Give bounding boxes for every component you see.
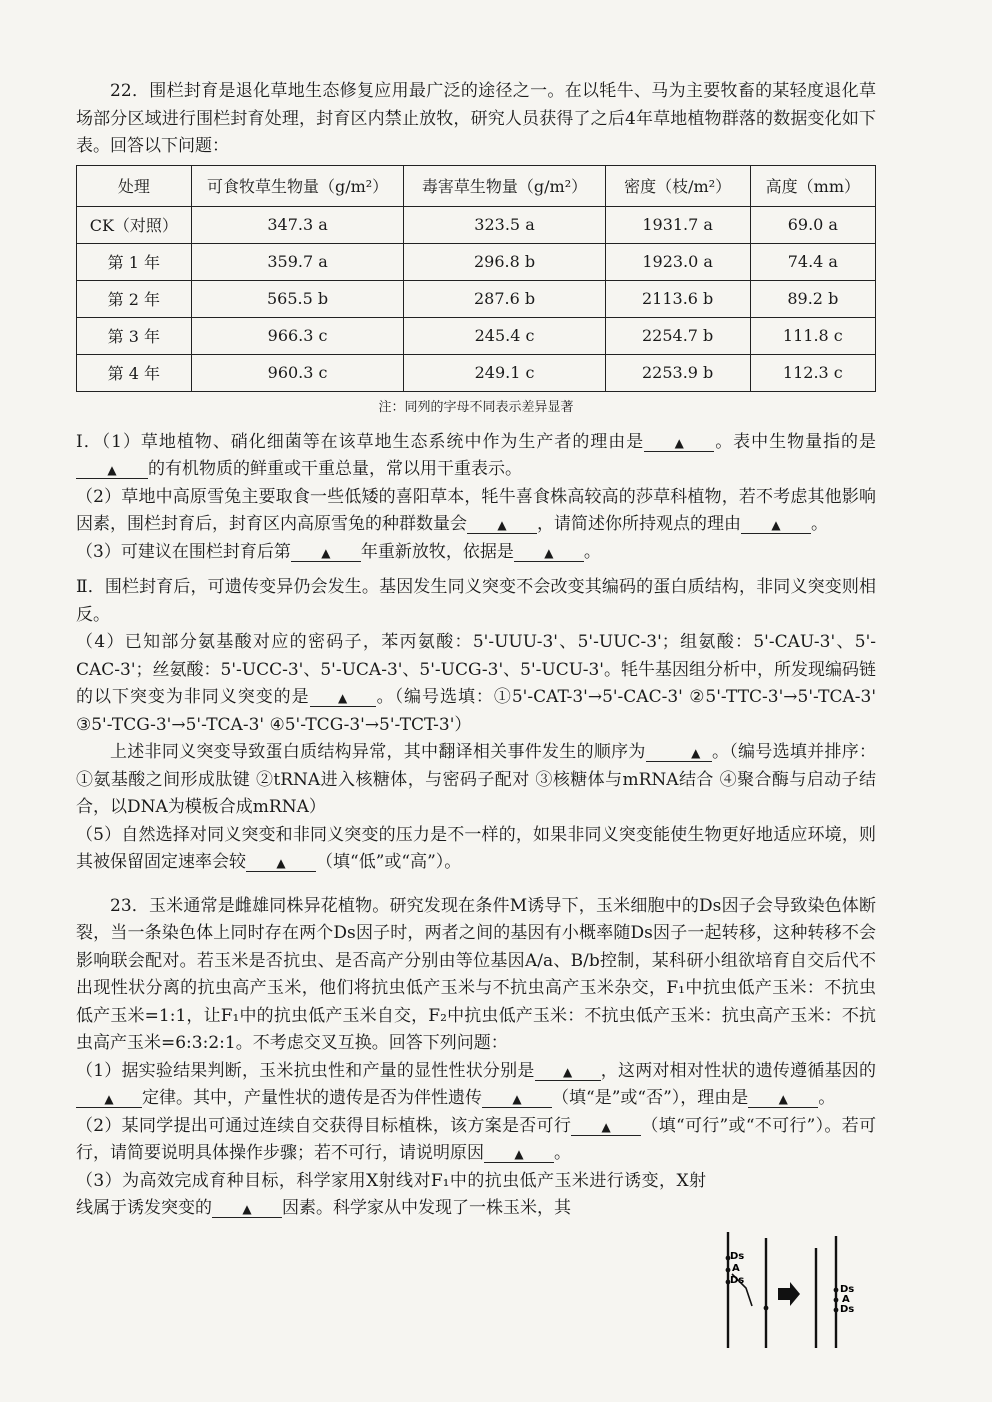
q23-2-text: （2）某同学提出可通过连续自交获得目标植株，该方案是否可行 xyxy=(76,1115,572,1136)
answer-blank: ▲ xyxy=(748,1091,818,1108)
q23-1-text: （1）据实验结果判断，玉米抗虫性和产量的显性性状分别是 xyxy=(76,1060,535,1081)
q22-5-text: （填“低”或“高”）。 xyxy=(316,852,462,872)
cell: 245.4 c xyxy=(404,317,605,354)
q22-part1 xyxy=(76,429,876,484)
cell: 249.1 c xyxy=(404,354,605,391)
q22-2-text: 。 xyxy=(811,514,828,534)
answer-blank: ▲ xyxy=(246,855,316,872)
q22-3 xyxy=(76,539,876,567)
q23-3 xyxy=(76,1168,706,1223)
q22-data-table xyxy=(76,165,876,392)
q23-3-text: （3）为高效完成育种目标，科学家用X射线对F₁中的抗虫低产玉米进行诱变，X射线属于诱发突变的 xyxy=(76,1170,706,1218)
chromosome-transposition-figure xyxy=(716,1230,876,1350)
q23-2-text: 。 xyxy=(554,1143,571,1163)
exam-page xyxy=(76,78,876,1223)
cell: 347.3 a xyxy=(191,206,404,243)
cell: 287.6 b xyxy=(404,280,605,317)
answer-blank: ▲ xyxy=(310,690,376,707)
cell: 323.5 a xyxy=(404,206,605,243)
q22-1-text: 的有机物质的鲜重或干重总量，常以用干重表示。 xyxy=(148,459,522,479)
table-row xyxy=(77,317,876,354)
cell: 1931.7 a xyxy=(605,206,750,243)
table-note: 注：同列的字母不同表示差异显著 xyxy=(378,399,574,415)
header-density: 密度（枝/m²） xyxy=(605,165,750,206)
table-row xyxy=(77,206,876,243)
answer-blank: ▲ xyxy=(484,1146,554,1163)
q22-4-order xyxy=(76,739,876,822)
cell: 112.3 c xyxy=(750,354,875,391)
answer-blank: ▲ xyxy=(467,517,537,534)
header-edible-biomass: 可食牧草生物量（g/m²） xyxy=(191,165,404,206)
section-label: Ⅰ． xyxy=(76,431,102,452)
cell: 89.2 b xyxy=(750,280,875,317)
q22-2 xyxy=(76,484,876,539)
answer-blank: ▲ xyxy=(212,1201,282,1218)
q23-3-text: 因素。科学家从中发现了一株玉米，其 xyxy=(282,1198,571,1218)
q22-4-text: 。（编号选填并排序：①氨基酸之间形成肽键 ②tRNA进入核糖体，与密码子配对 ③核糖体与mRNA结合 ④聚合酶与启动子结合，以DNA为模板合成mRNA） xyxy=(76,742,877,817)
q22-4-text: （4）已知部分氨基酸对应的密码子，苯丙氨酸：5'-UUU-3'、5'-UUC-3'；组氨酸：5'-CAU-3'、5'-CAC-3'；丝氨酸：5'-UCC-3'、5'-UCA-3'、5'-UCG-3'、5'-UCU-3'。牦牛基因组分析中，所发现编码链的以下突变为非同义突变的是 xyxy=(76,632,876,707)
cell: 第 4 年 xyxy=(77,354,192,391)
cell: 74.4 a xyxy=(750,243,875,280)
answer-blank: ▲ xyxy=(76,462,148,479)
cell: 2254.7 b xyxy=(605,317,750,354)
q22-intro: 22．围栏封育是退化草地生态修复应用最广泛的途径之一。在以牦牛、马为主要牧畜的某轻度退化草场部分区域进行围栏封育处理，封育区内禁止放牧，研究人员获得了之后4年草地植物群落的数据变化如下表。回答以下问题： xyxy=(76,81,876,156)
q23-2 xyxy=(76,1113,876,1168)
table-row xyxy=(77,280,876,317)
cell: 69.0 a xyxy=(750,206,875,243)
cell: 296.8 b xyxy=(404,243,605,280)
q23-1-text: （填“是”或“否”），理由是 xyxy=(552,1088,749,1108)
label-ds: Ds xyxy=(840,1304,855,1315)
table-header-row xyxy=(77,165,876,206)
q23-1 xyxy=(76,1058,876,1113)
q22-2-text: ，请简述你所持观点的理由 xyxy=(537,514,741,534)
answer-blank: ▲ xyxy=(646,745,712,762)
q23-2-text: （填“可行”或“不可行”）。若可行，请简要说明具体操作步骤；若不可行，请说明原因 xyxy=(76,1115,876,1163)
cell: 960.3 c xyxy=(191,354,404,391)
cell: 1923.0 a xyxy=(605,243,750,280)
q23-1-text: 定律。其中，产量性状的遗传是否为伴性遗传 xyxy=(142,1088,482,1108)
q22-4-text: 。（编号选填：①5'-CAT-3'→5'-CAC-3' ②5'-TTC-3'→5'-TCA-3' ③5'-TCG-3'→5'-TCA-3' ④5'-TCG-3'→5'-TCT-3'） xyxy=(76,687,876,735)
q22-4 xyxy=(76,629,876,739)
q22-1-text: 。表中生物量指的是 xyxy=(714,431,876,452)
q22-5 xyxy=(76,822,876,877)
answer-blank: ▲ xyxy=(571,1119,641,1136)
q23-1-text: 。 xyxy=(818,1088,836,1108)
answer-blank: ▲ xyxy=(535,1064,601,1081)
cell: 2253.9 b xyxy=(605,354,750,391)
q22-3-text: 。 xyxy=(583,541,601,562)
cell: CK（对照） xyxy=(77,206,192,243)
cell: 966.3 c xyxy=(191,317,404,354)
answer-blank: ▲ xyxy=(644,435,714,452)
arrow-icon xyxy=(778,1282,800,1306)
header-toxic-biomass: 毒害草生物量（g/m²） xyxy=(404,165,605,206)
answer-blank: ▲ xyxy=(741,517,811,534)
cell: 111.8 c xyxy=(750,317,875,354)
cell: 第 2 年 xyxy=(77,280,192,317)
label-a: A xyxy=(842,1294,850,1305)
q22-3-text: （3）可建议在围栏封育后第 xyxy=(76,541,291,562)
cell: 第 1 年 xyxy=(77,243,192,280)
cell: 第 3 年 xyxy=(77,317,192,354)
q22-2-text: （2）草地中高原雪兔主要取食一些低矮的喜阳草本，牦牛喜食株高较高的莎草科植物，若不考虑其他影响因素，围栏封育后，封育区内高原雪兔的种群数量会 xyxy=(76,486,876,534)
q23-intro: 23．玉米通常是雌雄同株异花植物。研究发现在条件M诱导下，玉米细胞中的Ds因子会导致染色体断裂，当一条染色体上同时存在两个Ds因子时，两者之间的基因有小概率随Ds因子一起转移，这种转移不会影响联会配对。若玉米是否抗虫、是否高产分别由等位基因A/a、B/b控制，某科研小组欲培育自交后代不出现性状分离的抗虫高产玉米，他们将抗虫低产玉米与不抗虫高产玉米杂交，F₁中抗虫低产玉米：不抗虫低产玉米=1:1，让F₁中的抗虫低产玉米自交，F₂中抗虫低产玉米：不抗虫低产玉米：抗虫高产玉米：不抗虫高产玉米=6:3:2:1。不考虑交叉互换。回答下列问题： xyxy=(76,895,876,1053)
answer-blank: ▲ xyxy=(291,545,361,562)
answer-blank: ▲ xyxy=(482,1091,552,1108)
header-treatment: 处理 xyxy=(77,165,192,206)
q22-4-text: 上述非同义突变导致蛋白质结构异常，其中翻译相关事件发生的顺序为 xyxy=(110,742,646,762)
q22-1-text: （1）草地植物、硝化细菌等在该草地生态系统中作为生产者的理由是 xyxy=(101,431,645,452)
q22-part2: Ⅱ．围栏封育后，可遗传变异仍会发生。基因发生同义突变不会改变其编码的蛋白质结构，非同义突变则相反。 xyxy=(76,577,876,625)
header-height: 高度（mm） xyxy=(750,165,875,206)
cell: 359.7 a xyxy=(191,243,404,280)
label-ds: Ds xyxy=(730,1251,745,1262)
label-a: A xyxy=(732,1263,740,1274)
q22-5-text: （5）自然选择对同义突变和非同义突变的压力是不一样的，如果非同义突变能使生物更好地适应环境，则其被保留固定速率会较 xyxy=(76,824,876,872)
cell: 565.5 b xyxy=(191,280,404,317)
label-ds: Ds xyxy=(730,1275,745,1286)
table-row xyxy=(77,354,876,391)
label-ds: Ds xyxy=(840,1284,855,1295)
table-row xyxy=(77,243,876,280)
q23-1-text: ，这两对相对性状的遗传遵循基因的 xyxy=(600,1060,876,1081)
q22-3-text: 年重新放牧，依据是 xyxy=(360,541,514,562)
answer-blank: ▲ xyxy=(514,545,584,562)
cell: 2113.6 b xyxy=(605,280,750,317)
answer-blank: ▲ xyxy=(76,1091,142,1108)
